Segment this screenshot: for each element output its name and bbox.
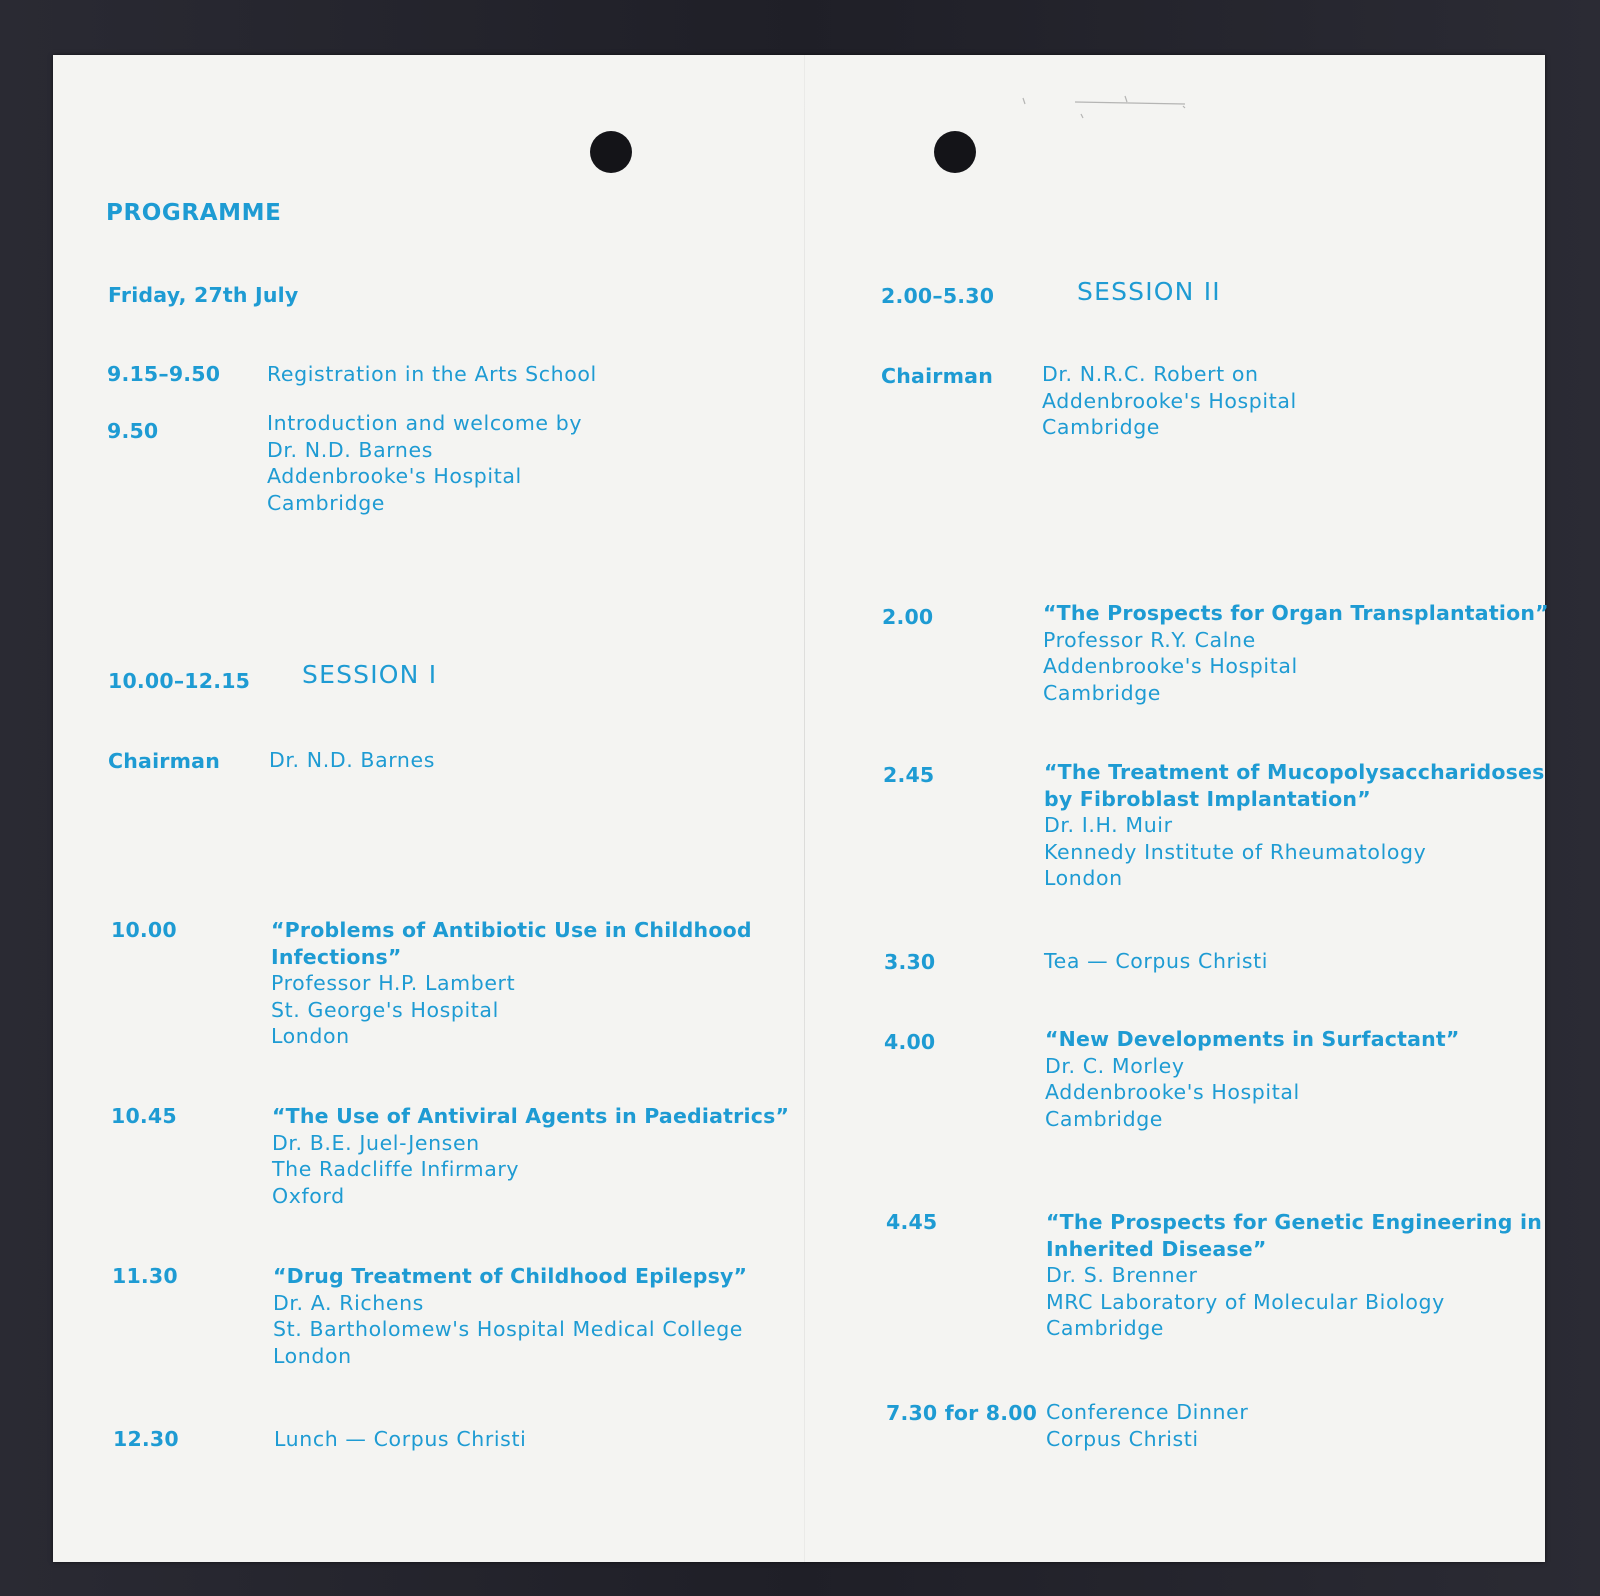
speaker-line: Kennedy Institute of Rheumatology — [1044, 839, 1427, 864]
talk-title-line: “New Developments in Surfactant” — [1045, 1027, 1460, 1051]
talk-detail — [1044, 759, 1545, 892]
talk-title-line: “The Treatment of Mucopolysaccharidoses — [1044, 760, 1545, 784]
talk-time: 11.30 — [112, 1264, 178, 1288]
talk-time: 3.30 — [884, 950, 936, 974]
session-time: 10.00–12.15 — [108, 669, 251, 693]
talk-title-line: “The Use of Antiviral Agents in Paediatrics” — [272, 1104, 790, 1128]
talk-time: 2.00 — [882, 605, 934, 629]
chairman-label: Chairman — [881, 364, 993, 388]
speaker-line: The Radcliffe Infirmary — [272, 1157, 520, 1181]
center-fold — [804, 55, 805, 1562]
chairman-label: Chairman — [108, 749, 220, 773]
chairman-line: Dr. N.R.C. Robert on — [1042, 362, 1259, 386]
speaker-line: MRC Laboratory of Molecular Biology — [1046, 1289, 1445, 1314]
talk-time: 4.45 — [886, 1210, 938, 1234]
chairman-line: Addenbrooke's Hospital — [1042, 388, 1297, 413]
dinner-line: Conference Dinner — [1046, 1400, 1249, 1424]
talk-detail — [273, 1263, 747, 1369]
talk-title-line: “Drug Treatment of Childhood Epilepsy” — [273, 1264, 748, 1288]
speaker-line: London — [273, 1343, 352, 1368]
item-time: 9.50 — [107, 419, 159, 443]
session-name: SESSION II — [1077, 277, 1221, 306]
talk-time: 12.30 — [113, 1427, 179, 1451]
pencil-marks — [1005, 92, 1225, 122]
talk-title-line: Infections” — [271, 944, 402, 969]
speaker-line: Professor R.Y. Calne — [1043, 627, 1256, 652]
chairman-detail — [1042, 361, 1297, 441]
talk-time: 10.45 — [111, 1104, 177, 1128]
talk-detail — [1046, 1209, 1542, 1342]
talk-title-line: “The Prospects for Organ Transplantation” — [1043, 601, 1549, 625]
talk-title-line: “The Prospects for Genetic Engineering in — [1046, 1210, 1543, 1234]
talk-time: 10.00 — [111, 918, 177, 942]
item-detail — [267, 410, 582, 516]
chairman-name: Dr. N.D. Barnes — [269, 748, 436, 772]
speaker-line: Cambridge — [1046, 1316, 1165, 1340]
speaker-line: Addenbrooke's Hospital — [1045, 1080, 1300, 1104]
talk-time: 4.00 — [884, 1030, 936, 1054]
speaker-line: London — [1044, 866, 1123, 890]
speaker-line: Addenbrooke's Hospital — [1043, 654, 1298, 678]
item-line: Introduction and welcome by — [267, 411, 583, 435]
speaker-line: Dr. S. Brenner — [1046, 1263, 1198, 1287]
punch-hole-left — [590, 131, 632, 173]
speaker-line: St. George's Hospital — [271, 997, 499, 1022]
item-line: Addenbrooke's Hospital — [267, 464, 522, 488]
dinner-line: Corpus Christi — [1046, 1426, 1199, 1451]
speaker-line: St. Bartholomew's Hospital Medical College — [273, 1317, 744, 1341]
speaker-line: Dr. B.E. Juel-Jensen — [272, 1130, 480, 1155]
talk-detail — [272, 1103, 789, 1209]
speaker-line: Cambridge — [1043, 680, 1162, 705]
speaker-line: London — [271, 1024, 350, 1048]
talk-title-line: by Fibroblast Implantation” — [1044, 786, 1371, 811]
talk-time: 2.45 — [883, 763, 935, 787]
session-time: 2.00–5.30 — [881, 284, 995, 308]
programme-title: PROGRAMME — [106, 200, 282, 226]
talk-detail — [271, 917, 752, 1050]
tea-line: Tea — Corpus Christi — [1044, 949, 1269, 973]
talk-title-line: Inherited Disease” — [1046, 1236, 1267, 1261]
speaker-line: Dr. C. Morley — [1045, 1053, 1185, 1078]
programme-date: Friday, 27th July — [108, 283, 299, 307]
item-detail — [267, 361, 597, 388]
item-line: Cambridge — [267, 490, 386, 515]
talk-detail — [1043, 600, 1549, 706]
speaker-line: Dr. I.H. Muir — [1044, 813, 1173, 837]
speaker-line: Dr. A. Richens — [273, 1290, 424, 1315]
chairman-line: Cambridge — [1042, 415, 1161, 439]
speaker-line: Cambridge — [1045, 1106, 1164, 1131]
talk-detail — [1045, 1026, 1460, 1132]
session-name: SESSION I — [302, 660, 438, 689]
item-line: Dr. N.D. Barnes — [267, 437, 434, 462]
lunch-line: Lunch — Corpus Christi — [274, 1427, 527, 1451]
speaker-line: Professor H.P. Lambert — [271, 971, 516, 995]
talk-title-line: “Problems of Antibiotic Use in Childhood — [271, 918, 752, 942]
item-time: 9.15–9.50 — [107, 362, 221, 386]
talk-time: 7.30 for 8.00 — [886, 1401, 1038, 1425]
punch-hole-right — [934, 131, 976, 173]
item-line: Registration in the Arts School — [267, 362, 597, 386]
dinner-detail — [1046, 1399, 1248, 1452]
speaker-line: Oxford — [272, 1183, 345, 1208]
